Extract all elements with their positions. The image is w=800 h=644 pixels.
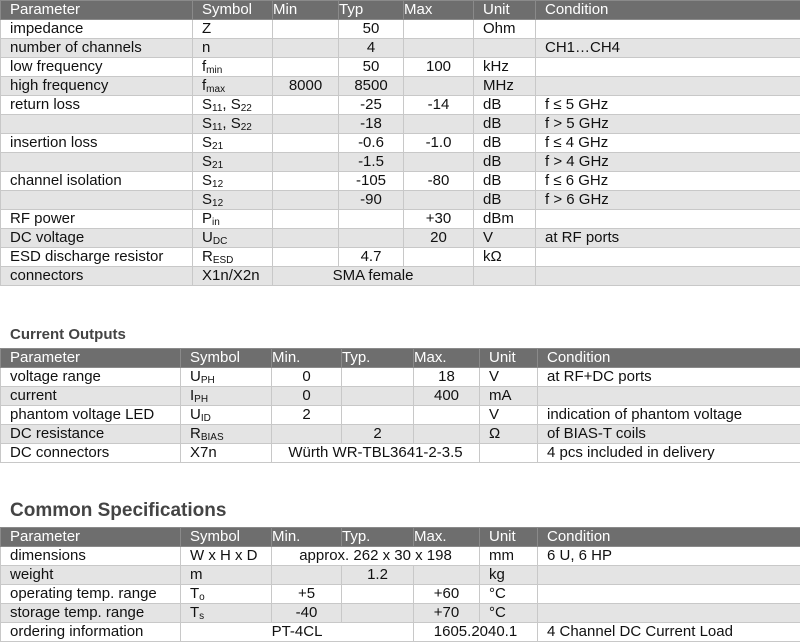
table-row bbox=[1, 134, 800, 153]
cell-condition: at RF ports bbox=[536, 229, 800, 248]
symbol-subscript: BIAS bbox=[200, 432, 224, 443]
cell-min bbox=[272, 566, 342, 585]
table-row bbox=[1, 115, 800, 134]
symbol-subscript: DC bbox=[212, 236, 228, 247]
symbol-subscript: 21 bbox=[212, 141, 224, 152]
cell-min bbox=[273, 248, 339, 267]
cell-parameter: dimensions bbox=[1, 547, 181, 566]
symbol-main: S bbox=[202, 191, 213, 208]
cell-symbol bbox=[181, 368, 272, 387]
cell-condition: indication of phantom voltage bbox=[538, 406, 800, 425]
table-row bbox=[1, 191, 800, 210]
cell-symbol: W x H x D bbox=[181, 547, 272, 566]
cell-max: -14 bbox=[404, 96, 474, 115]
cell-typ bbox=[339, 210, 404, 229]
cell-parameter: DC connectors bbox=[1, 444, 181, 463]
cell-min: -40 bbox=[272, 604, 342, 623]
symbol-main: f bbox=[202, 58, 207, 75]
cell-typ: 8500 bbox=[339, 77, 404, 96]
common-specs-table bbox=[0, 527, 800, 642]
table-row bbox=[1, 77, 800, 96]
cell-value: Würth WR-TBL3641-2-3.5 bbox=[272, 444, 480, 463]
table-row bbox=[1, 96, 800, 115]
symbol-subscript: 12 bbox=[212, 198, 224, 209]
cell-condition: CH1…CH4 bbox=[536, 39, 800, 58]
cell-typ bbox=[342, 406, 414, 425]
symbol-main: R bbox=[202, 248, 213, 265]
cell-symbol bbox=[181, 585, 272, 604]
cell-condition bbox=[536, 20, 800, 39]
cell-max: -80 bbox=[404, 172, 474, 191]
header-max: Max. bbox=[414, 528, 480, 547]
cell-parameter: high frequency bbox=[1, 77, 193, 96]
cell-unit: MHz bbox=[474, 77, 536, 96]
symbol-subscript: min bbox=[206, 65, 223, 76]
header-symbol: Symbol bbox=[181, 528, 272, 547]
cell-condition: 4 pcs included in delivery bbox=[538, 444, 800, 463]
cell-parameter: weight bbox=[1, 566, 181, 585]
cell-typ bbox=[339, 229, 404, 248]
cell-condition: 6 U, 6 HP bbox=[538, 547, 800, 566]
symbol-subscript: 11 bbox=[212, 103, 223, 114]
cell-unit: Ω bbox=[480, 425, 538, 444]
cell-parameter bbox=[1, 115, 193, 134]
cell-unit: kΩ bbox=[474, 248, 536, 267]
cell-max bbox=[414, 425, 480, 444]
current-outputs-table bbox=[0, 348, 800, 463]
cell-condition bbox=[536, 77, 800, 96]
cell-unit: kg bbox=[480, 566, 538, 585]
cell-parameter: insertion loss bbox=[1, 134, 193, 153]
cell-parameter: RF power bbox=[1, 210, 193, 229]
cell-condition: f ≤ 4 GHz bbox=[536, 134, 800, 153]
cell-unit: dB bbox=[474, 115, 536, 134]
cell-symbol bbox=[193, 20, 273, 39]
header-min: Min. bbox=[272, 528, 342, 547]
cell-condition: f > 5 GHz bbox=[536, 115, 800, 134]
cell-symbol: X7n bbox=[181, 444, 272, 463]
symbol-subscript: PH bbox=[200, 375, 215, 386]
cell-typ: 4.7 bbox=[339, 248, 404, 267]
table-row-connectors bbox=[1, 267, 800, 286]
symbol-subscript: ID bbox=[200, 413, 211, 424]
cell-min bbox=[273, 115, 339, 134]
table-header-row bbox=[1, 349, 800, 368]
table-row bbox=[1, 229, 800, 248]
table-row bbox=[1, 20, 800, 39]
cell-max: -1.0 bbox=[404, 134, 474, 153]
header-typ: Typ. bbox=[342, 349, 414, 368]
cell-parameter: low frequency bbox=[1, 58, 193, 77]
cell-min bbox=[273, 20, 339, 39]
table-row bbox=[1, 39, 800, 58]
header-parameter: Parameter bbox=[1, 1, 193, 20]
symbol-main: n bbox=[202, 39, 211, 56]
symbol-subscript: 12 bbox=[212, 179, 224, 190]
cell-condition bbox=[536, 210, 800, 229]
cell-symbol bbox=[193, 77, 273, 96]
cell-condition bbox=[536, 267, 800, 286]
cell-typ: 4 bbox=[339, 39, 404, 58]
cell-typ: 50 bbox=[339, 58, 404, 77]
header-max: Max. bbox=[414, 349, 480, 368]
table-row bbox=[1, 387, 800, 406]
cell-unit bbox=[480, 444, 538, 463]
cell-symbol bbox=[193, 96, 273, 115]
cell-order-name: PT-4CL bbox=[181, 623, 414, 642]
cell-min: +5 bbox=[272, 585, 342, 604]
cell-order-number: 1605.2040.1 bbox=[414, 623, 538, 642]
cell-min bbox=[273, 134, 339, 153]
cell-unit: mA bbox=[480, 387, 538, 406]
cell-symbol bbox=[193, 39, 273, 58]
cell-max bbox=[414, 566, 480, 585]
cell-condition: 4 Channel DC Current Load bbox=[538, 623, 800, 642]
cell-unit: °C bbox=[480, 585, 538, 604]
cell-parameter: storage temp. range bbox=[1, 604, 181, 623]
symbol-subscript: 21 bbox=[212, 160, 224, 171]
table-row-ordering bbox=[1, 623, 800, 642]
cell-value: SMA female bbox=[273, 267, 474, 286]
cell-parameter: connectors bbox=[1, 267, 193, 286]
table-row bbox=[1, 172, 800, 191]
cell-typ bbox=[342, 368, 414, 387]
cell-typ: -0.6 bbox=[339, 134, 404, 153]
symbol-main: R bbox=[190, 425, 201, 442]
cell-min bbox=[273, 210, 339, 229]
cell-min bbox=[272, 425, 342, 444]
header-condition: Condition bbox=[538, 349, 800, 368]
cell-parameter: ordering information bbox=[1, 623, 181, 642]
header-typ: Typ. bbox=[342, 528, 414, 547]
header-condition: Condition bbox=[536, 1, 800, 20]
table-row bbox=[1, 58, 800, 77]
symbol-subscript: s bbox=[199, 611, 205, 622]
cell-symbol: m bbox=[181, 566, 272, 585]
cell-max bbox=[404, 20, 474, 39]
cell-parameter: phantom voltage LED bbox=[1, 406, 181, 425]
cell-typ: -1.5 bbox=[339, 153, 404, 172]
cell-parameter: ESD discharge resistor bbox=[1, 248, 193, 267]
cell-min: 0 bbox=[272, 368, 342, 387]
cell-parameter: impedance bbox=[1, 20, 193, 39]
table-header-row bbox=[1, 1, 800, 20]
header-unit: Unit bbox=[474, 1, 536, 20]
header-symbol: Symbol bbox=[193, 1, 273, 20]
symbol-main: U bbox=[202, 229, 213, 246]
cell-symbol bbox=[181, 425, 272, 444]
cell-symbol bbox=[193, 172, 273, 191]
cell-unit bbox=[474, 39, 536, 58]
header-min: Min bbox=[273, 1, 339, 20]
symbol-second-subscript: 22 bbox=[240, 122, 252, 133]
table-row bbox=[1, 210, 800, 229]
cell-condition: f > 6 GHz bbox=[536, 191, 800, 210]
cell-max bbox=[404, 39, 474, 58]
cell-parameter bbox=[1, 153, 193, 172]
symbol-main: I bbox=[190, 387, 195, 404]
cell-symbol: X1n/X2n bbox=[193, 267, 273, 286]
cell-typ bbox=[342, 585, 414, 604]
cell-condition bbox=[538, 585, 800, 604]
cell-condition: of BIAS-T coils bbox=[538, 425, 800, 444]
cell-unit: dBm bbox=[474, 210, 536, 229]
cell-typ: 1.2 bbox=[342, 566, 414, 585]
table-row bbox=[1, 406, 800, 425]
table-row-operating-temp bbox=[1, 585, 800, 604]
cell-max bbox=[404, 191, 474, 210]
cell-unit: mm bbox=[480, 547, 538, 566]
header-condition: Condition bbox=[538, 528, 800, 547]
cell-parameter: DC voltage bbox=[1, 229, 193, 248]
table-row bbox=[1, 368, 800, 387]
symbol-main: f bbox=[202, 77, 207, 94]
symbol-subscript: o bbox=[199, 592, 205, 603]
cell-condition bbox=[538, 387, 800, 406]
symbol-main: S bbox=[202, 96, 213, 113]
rf-spec-table bbox=[0, 0, 800, 286]
symbol-second: , S bbox=[222, 115, 241, 132]
cell-symbol bbox=[181, 387, 272, 406]
cell-unit: V bbox=[480, 368, 538, 387]
cell-min bbox=[273, 58, 339, 77]
symbol-main: S bbox=[202, 134, 213, 151]
cell-max: 20 bbox=[404, 229, 474, 248]
cell-condition bbox=[538, 566, 800, 585]
header-typ: Typ bbox=[339, 1, 404, 20]
header-parameter: Parameter bbox=[1, 528, 181, 547]
symbol-subscript: in bbox=[212, 217, 220, 228]
symbol-second: , S bbox=[222, 96, 241, 113]
cell-max: +70 bbox=[414, 604, 480, 623]
symbol-subscript: ESD bbox=[212, 255, 234, 266]
symbol-main: P bbox=[202, 210, 213, 227]
cell-min: 0 bbox=[272, 387, 342, 406]
cell-typ: -105 bbox=[339, 172, 404, 191]
symbol-main: S bbox=[202, 115, 213, 132]
cell-unit bbox=[474, 267, 536, 286]
symbol-main: Z bbox=[202, 20, 212, 37]
header-parameter: Parameter bbox=[1, 349, 181, 368]
cell-max bbox=[404, 77, 474, 96]
cell-symbol bbox=[193, 210, 273, 229]
header-unit: Unit bbox=[480, 349, 538, 368]
cell-parameter: number of channels bbox=[1, 39, 193, 58]
symbol-subscript: 11 bbox=[212, 122, 223, 133]
cell-max: 100 bbox=[404, 58, 474, 77]
cell-max bbox=[414, 406, 480, 425]
cell-symbol bbox=[181, 604, 272, 623]
cell-condition: at RF+DC ports bbox=[538, 368, 800, 387]
cell-unit: V bbox=[474, 229, 536, 248]
current-outputs-heading: Current Outputs bbox=[10, 326, 126, 343]
cell-min: 2 bbox=[272, 406, 342, 425]
cell-symbol bbox=[193, 191, 273, 210]
table-header-row bbox=[1, 528, 800, 547]
cell-condition: f ≤ 5 GHz bbox=[536, 96, 800, 115]
common-specs-heading: Common Specifications bbox=[10, 500, 227, 521]
symbol-subscript: max bbox=[206, 84, 226, 95]
symbol-subscript: PH bbox=[194, 394, 209, 405]
cell-unit: dB bbox=[474, 191, 536, 210]
cell-unit: dB bbox=[474, 172, 536, 191]
cell-symbol bbox=[193, 229, 273, 248]
cell-max bbox=[404, 153, 474, 172]
cell-typ bbox=[342, 604, 414, 623]
cell-parameter: operating temp. range bbox=[1, 585, 181, 604]
cell-condition bbox=[536, 248, 800, 267]
cell-typ: 2 bbox=[342, 425, 414, 444]
cell-unit: V bbox=[480, 406, 538, 425]
table-row-dimensions bbox=[1, 547, 800, 566]
header-unit: Unit bbox=[480, 528, 538, 547]
cell-symbol bbox=[193, 134, 273, 153]
cell-parameter: voltage range bbox=[1, 368, 181, 387]
symbol-main: T bbox=[190, 585, 200, 602]
cell-min bbox=[273, 172, 339, 191]
table-row-weight bbox=[1, 566, 800, 585]
cell-unit: Ohm bbox=[474, 20, 536, 39]
cell-value: approx. 262 x 30 x 198 bbox=[272, 547, 480, 566]
cell-typ bbox=[342, 387, 414, 406]
cell-min bbox=[273, 96, 339, 115]
cell-max: +60 bbox=[414, 585, 480, 604]
cell-max bbox=[404, 248, 474, 267]
cell-parameter: return loss bbox=[1, 96, 193, 115]
cell-typ: -90 bbox=[339, 191, 404, 210]
cell-unit: dB bbox=[474, 134, 536, 153]
header-min: Min. bbox=[272, 349, 342, 368]
cell-min bbox=[273, 39, 339, 58]
table-row-storage-temp bbox=[1, 604, 800, 623]
cell-min bbox=[273, 153, 339, 172]
cell-min bbox=[273, 191, 339, 210]
cell-min: 8000 bbox=[273, 77, 339, 96]
table-row bbox=[1, 248, 800, 267]
cell-unit: dB bbox=[474, 96, 536, 115]
cell-typ: -18 bbox=[339, 115, 404, 134]
cell-symbol bbox=[193, 58, 273, 77]
cell-parameter: channel isolation bbox=[1, 172, 193, 191]
symbol-main: T bbox=[190, 604, 200, 621]
cell-symbol bbox=[193, 115, 273, 134]
table-row bbox=[1, 153, 800, 172]
header-max: Max bbox=[404, 1, 474, 20]
cell-min bbox=[273, 229, 339, 248]
table-row bbox=[1, 425, 800, 444]
cell-parameter: current bbox=[1, 387, 181, 406]
cell-unit: dB bbox=[474, 153, 536, 172]
cell-symbol bbox=[193, 248, 273, 267]
cell-parameter: DC resistance bbox=[1, 425, 181, 444]
table-row-dc-connectors bbox=[1, 444, 800, 463]
cell-typ: 50 bbox=[339, 20, 404, 39]
cell-unit: °C bbox=[480, 604, 538, 623]
cell-condition: f ≤ 6 GHz bbox=[536, 172, 800, 191]
cell-symbol bbox=[193, 153, 273, 172]
cell-max: 18 bbox=[414, 368, 480, 387]
cell-condition bbox=[536, 58, 800, 77]
symbol-main: S bbox=[202, 172, 213, 189]
cell-max: 400 bbox=[414, 387, 480, 406]
symbol-main: U bbox=[190, 406, 201, 423]
cell-max bbox=[404, 115, 474, 134]
symbol-second-subscript: 22 bbox=[240, 103, 252, 114]
symbol-main: S bbox=[202, 153, 213, 170]
cell-unit: kHz bbox=[474, 58, 536, 77]
cell-condition bbox=[538, 604, 800, 623]
cell-typ: -25 bbox=[339, 96, 404, 115]
cell-symbol bbox=[181, 406, 272, 425]
cell-condition: f > 4 GHz bbox=[536, 153, 800, 172]
cell-max: +30 bbox=[404, 210, 474, 229]
header-symbol: Symbol bbox=[181, 349, 272, 368]
cell-parameter bbox=[1, 191, 193, 210]
symbol-main: U bbox=[190, 368, 201, 385]
